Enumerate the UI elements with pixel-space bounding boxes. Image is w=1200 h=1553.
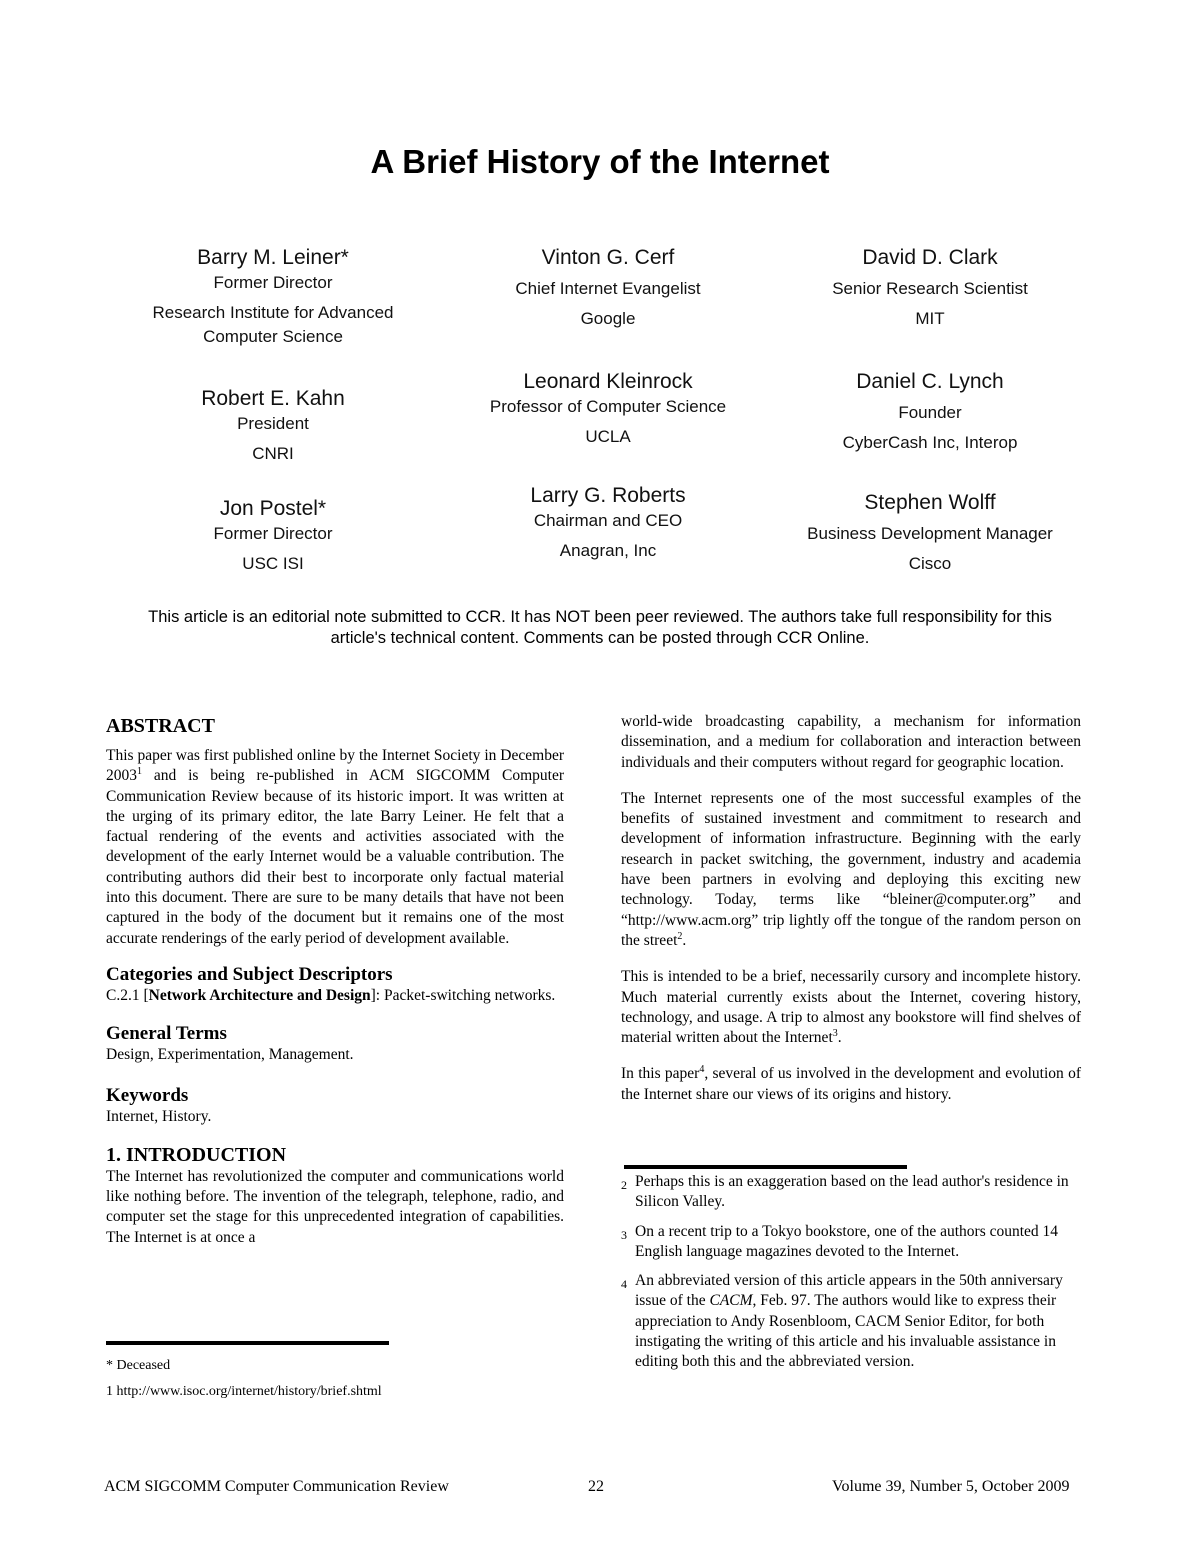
footnote-number: 3 — [621, 1228, 627, 1242]
author-title: Senior Research Scientist — [832, 279, 1028, 298]
author-title: Founder — [898, 403, 962, 422]
author-name: Jon Postel* — [219, 497, 327, 520]
author-affiliation: CyberCash Inc, Interop — [842, 433, 1018, 452]
introduction-heading: 1. INTRODUCTION — [106, 1143, 287, 1166]
paragraph: The Internet represents one of the most successful examples of the benefits of sustained investment and commitment to research and development of information infrastructure. Beginning with the early research in packet switching, the government, industry and academia have been partners in evolving and deploying this exciting new technology. Today, terms like “bleiner@computer.org” and “http://www.acm.org” trip lightly off the tongue of the random person on the street$^2$. — [621, 789, 1081, 949]
author-name: Vinton G. Cerf — [541, 246, 675, 269]
author-title: Business Development Manager — [807, 524, 1053, 543]
author-name: Stephen Wolff — [864, 491, 996, 514]
author-affiliation: Anagran, Inc — [559, 541, 657, 560]
author-block — [443, 245, 773, 331]
abstract-heading: ABSTRACT — [106, 715, 215, 737]
footnote-number: 2 — [621, 1178, 627, 1192]
introduction-text: The Internet has revolutionized the computer and communications world like nothing before. The invention of the telegraph, telephone, radio, and computer set the stage for this unprecedented integration of capabilities. The Internet is at once a — [106, 1167, 564, 1246]
footnote-4 — [621, 1271, 1081, 1372]
footnote-ref: 2 — [677, 930, 683, 942]
author-block — [765, 245, 1095, 331]
footnote-text: An abbreviated version of this article appears in the 50th anniversary issue of the CACM, Feb. 97. The authors would like to express their appreciation to Andy Rosenbloom, CACM Senior Editor, for both instigating the writing of this article and his invaluable assistance in editing both this and the abbreviated version. — [635, 1272, 1063, 1371]
general-terms-heading: General Terms — [106, 1023, 227, 1045]
author-title: Professor of Computer Science — [489, 397, 727, 416]
footer-page-number: 22 — [588, 1478, 604, 1495]
author-affiliation: CNRI — [252, 444, 294, 463]
author-name: Leonard Kleinrock — [523, 370, 693, 393]
intro-continued-text: world-wide broadcasting capability, a mechanism for information dissemination, and a medium for collaboration and interaction between individuals and their computers without regard for geographic location. — [621, 713, 1081, 771]
footnote-2 — [621, 1172, 1081, 1213]
author-title: Chairman and CEO — [533, 511, 683, 530]
author-name: Larry G. Roberts — [530, 484, 686, 507]
author-affiliation: Cisco — [908, 554, 952, 573]
footnote-text: On a recent trip to a Tokyo bookstore, one of the authors counted 14 English language magazines devoted to the Internet. — [635, 1223, 1059, 1261]
footer-journal: ACM SIGCOMM Computer Communication Review — [104, 1478, 449, 1495]
footnote-3 — [621, 1222, 1081, 1263]
editorial-note-line: This article is an editorial note submitted to CCR. It has NOT been peer reviewed. The authors take full responsibility for this — [148, 608, 1052, 626]
footnote-deceased: * Deceased — [106, 1358, 171, 1373]
footnote-rule — [624, 1165, 907, 1169]
author-name: Daniel C. Lynch — [856, 370, 1004, 393]
general-terms-text: Design, Experimentation, Management. — [106, 1046, 354, 1064]
author-affiliation: MIT — [915, 309, 945, 328]
footnote-ref: 4 — [699, 1064, 705, 1076]
right-column — [621, 712, 1081, 1105]
author-name: Barry M. Leiner* — [197, 246, 349, 269]
author-affiliation: UCLA — [585, 427, 631, 446]
categories-heading: Categories and Subject Descriptors — [106, 963, 393, 985]
author-title: Former Director — [213, 273, 333, 292]
author-block — [108, 496, 438, 576]
footnote-1: 1 http://www.isoc.org/internet/history/brief.shtml — [106, 1384, 382, 1399]
editorial-note-line: article's technical content. Comments can be posted through CCR Online. — [330, 629, 870, 647]
author-block — [108, 245, 438, 349]
paper-title: A Brief History of the Internet — [370, 143, 830, 180]
author-affiliation: Computer Science — [203, 327, 343, 346]
footnote-ref: 1 — [137, 766, 142, 778]
author-block — [108, 386, 438, 466]
paragraph: This is intended to be a brief, necessarily cursory and incomplete history. Much material currently exists about the Internet, covering history, technology, and usage. A trip to almost any bookstore will find shelves of material written about the Internet$^3$. — [621, 968, 1081, 1047]
author-affiliation: Google — [580, 309, 636, 328]
keywords-heading: Keywords — [106, 1084, 189, 1106]
abstract-text: This paper was first published online by the Internet Society in December 2003$^1$ and is being re-published in ACM SIGCOMM Computer Communication Review because of its historic import. It was written at the urging of its primary editor, the late Barry Leiner. He felt that a factual rendering of the events and activities associated with the development of the early Internet would be a valuable contribution. The contributing authors did their best to incorporate only factual material into this document. There are sure to be many details that have not been captured in the body of the document but it remains one of the most accurate renderings of the early period of development available. — [106, 747, 564, 947]
author-affiliation: Research Institute for Advanced — [152, 303, 394, 322]
editorial-note — [100, 607, 1100, 649]
author-name: Robert E. Kahn — [201, 387, 345, 410]
footnote-number: 4 — [621, 1277, 627, 1291]
author-block — [443, 483, 773, 563]
author-block — [765, 369, 1095, 455]
paragraph: In this paper$^4$, several of us involved in the development and evolution of the Internet share our views of its origins and history. — [621, 1064, 1081, 1103]
keywords-text: Internet, History. — [106, 1107, 212, 1125]
left-column — [106, 714, 564, 1248]
author-title: President — [237, 414, 309, 433]
author-title: Chief Internet Evangelist — [515, 279, 701, 298]
author-name: David D. Clark — [862, 246, 998, 269]
footnote-ref: 3 — [832, 1028, 838, 1039]
categories-text: C.2.1 [Network Architecture and Design]: Packet-switching networks. — [106, 986, 556, 1004]
footer-volume: Volume 39, Number 5, October 2009 — [832, 1478, 1070, 1495]
footnote-text: Perhaps this is an exaggeration based on the lead author's residence in Silicon Valley. — [635, 1173, 1069, 1211]
author-block — [765, 490, 1095, 576]
footnote-rule — [106, 1341, 389, 1345]
author-block — [443, 369, 773, 449]
author-affiliation: USC ISI — [242, 554, 304, 573]
author-title: Former Director — [213, 524, 333, 543]
